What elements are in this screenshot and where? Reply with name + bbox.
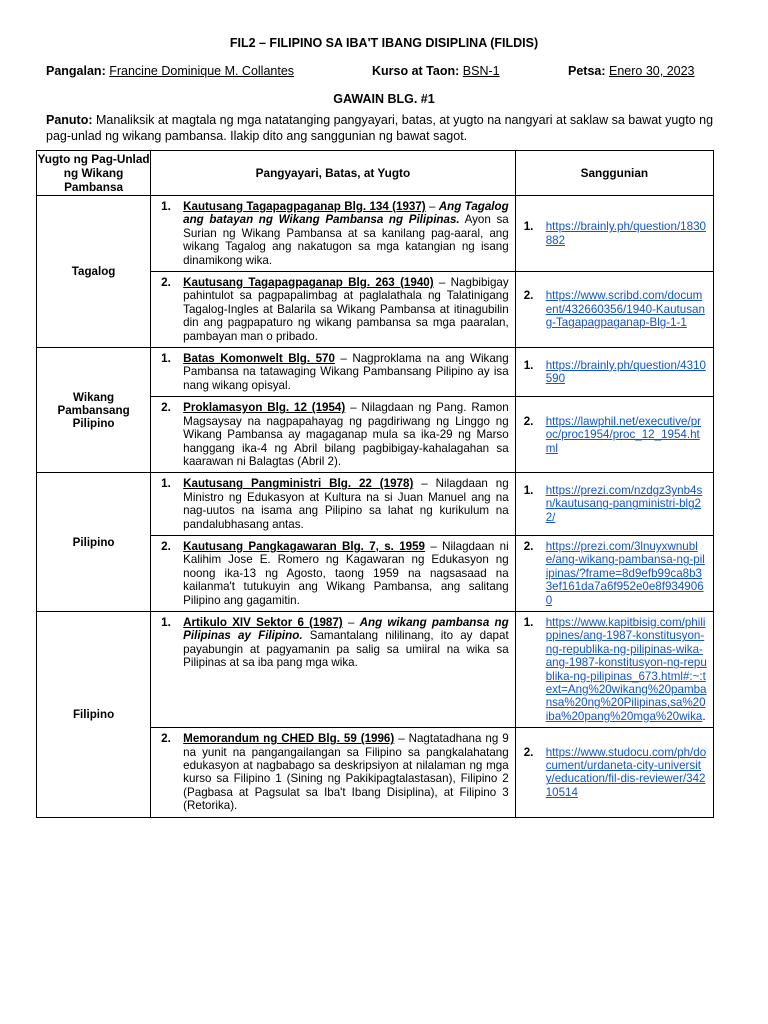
event-cell xyxy=(151,196,516,272)
source-number: 1. xyxy=(523,220,534,234)
language-development-table xyxy=(36,150,714,818)
course-value: BSN-1 xyxy=(462,64,500,78)
entry-number: 2. xyxy=(161,276,171,290)
source-entry xyxy=(516,216,713,251)
activity-title: GAWAIN BLG. #1 xyxy=(333,92,435,106)
source-entry xyxy=(516,536,713,611)
event-cell xyxy=(151,611,516,727)
law-description: Nilagdaan ng Pang. Ramon Magsaysay na nagpapahayag ng pagdiriwang ng Linggo ng Wikang Pambansa ay magaganap mula sa ika-29 ng Marso hanggang ika-4 ng Abril bilang pagbibigay-kahalagahan sa kaarawan ni Balagtas (Abril 2). xyxy=(183,401,509,468)
instructions-label: Panuto: xyxy=(46,113,93,127)
era-cell: Wikang Pambansang Pilipino xyxy=(37,348,151,473)
table-row xyxy=(37,611,714,727)
source-number: 1. xyxy=(523,484,534,498)
course-label: Kurso at Taon: xyxy=(372,64,460,78)
table-row xyxy=(37,196,714,272)
era-cell: Tagalog xyxy=(37,196,151,348)
source-number: 1. xyxy=(523,358,534,372)
source-link[interactable]: https://www.kapitbisig.com/philippines/ang-1987-konstitusyon-ng-republika-ng-pilipinas-wika-ang-1987-konstitusyon-ng-republika-ng-pilipinas_673.html#:~:text=Ang%20wikang%20pambansa%20ng%20Pilipinas,sa%20iba%20pang%20mga%20wika xyxy=(545,615,707,723)
entry-number: 2. xyxy=(161,401,171,415)
source-number: 2. xyxy=(523,745,534,759)
source-entry xyxy=(516,285,713,333)
source-entry xyxy=(516,355,713,390)
source-link[interactable]: https://prezi.com/3lnuyxwnuble/ang-wikang-pambansa-ng-pilipinas/?frame=8d9efb99ca8b33ef161da7a6f952e0e8f9349060 xyxy=(545,539,705,607)
law-title: Kautusang Pangministri Blg. 22 (1978) xyxy=(183,477,414,491)
law-title: Memorandum ng CHED Blg. 59 (1996) xyxy=(183,732,395,746)
header-events: Pangyayari, Batas, at Yugto xyxy=(151,151,516,196)
event-cell xyxy=(151,473,516,536)
entry-text: Kautusang Pangkagawaran Blg. 7, s. 1959 – Nilagdaan ni Kalihim Jose E. Romero ng Kagawaran ng Edukasyon ng noong ika-13 ng Agosto, taong 1959 na nagsasaad na kailanma't tutukuyin ang Wikang Pambansa, ang salitang Pilipino ang gagamitin. xyxy=(183,539,509,607)
source-number: 2. xyxy=(523,539,534,553)
source-entry xyxy=(516,480,713,528)
instructions xyxy=(46,112,726,144)
entry-number: 1. xyxy=(161,615,171,629)
law-title: Kautusang Pangkagawaran Blg. 7, s. 1959 xyxy=(183,539,425,553)
table-header-row xyxy=(37,151,714,196)
era-cell: Filipino xyxy=(37,611,151,817)
law-emphasis: Ang Tagalog ang batayan ng Wikang Pambansa ng Pilipinas. xyxy=(183,200,509,227)
entry-number: 1. xyxy=(161,200,171,213)
law-title: Kautusang Tagapagpaganap Blg. 134 (1937) xyxy=(183,200,426,213)
event-entry xyxy=(151,196,515,271)
source-wrap xyxy=(546,616,707,723)
event-entry xyxy=(151,536,515,611)
table-row xyxy=(37,348,714,397)
source-cell xyxy=(515,348,713,397)
source-entry xyxy=(516,411,713,459)
law-description: Nilagdaan ni Kalihim Jose E. Romero ng Kagawaran ng Edukasyon ng noong ika-13 ng Agosto, taong 1959 na nagsasaad na kailanma't tutukuyin ang Wikang Pambansa, ang salitang Pilipino ang gagamitin. xyxy=(183,539,509,607)
law-description: Samantalang nililinang, ito ay dapat payabungin at pagyamanin pa salig sa umiiral na wika sa Pilipinas at sa iba pang mga wika. xyxy=(183,629,509,670)
entry-number: 2. xyxy=(161,732,171,746)
source-cell xyxy=(515,473,713,536)
event-cell xyxy=(151,535,516,611)
source-wrap xyxy=(546,415,707,455)
event-cell xyxy=(151,728,516,817)
source-cell xyxy=(515,611,713,727)
law-description: Nagtatadhana ng 9 na yunit na pangangailangan sa Filipino sa pangkalahatang edukasyon at nagbabago sa deskripsiyon at nilalaman ng mga kurso sa Filipino 1 (Sining ng Pakikipagtalastasan), Filipino 2 (Pagbasa at Pagsulat sa Iba't Ibang Disiplina), at Filipino 3 (Retorika). xyxy=(183,732,509,813)
entry-number: 2. xyxy=(161,539,171,553)
law-description: Ayon sa Surian ng Wikang Pambansa at sa kanilang pag-aaral, ang wikang Tagalog ang nakatugon sa mga katangian ng isang dinamikong wika. xyxy=(183,213,509,267)
date-label: Petsa: xyxy=(568,64,606,78)
source-link[interactable]: https://brainly.ph/question/1830882 xyxy=(545,220,706,247)
source-wrap xyxy=(546,484,707,524)
event-cell xyxy=(151,397,516,473)
event-entry xyxy=(151,397,515,472)
entry-text: Kautusang Tagapagpaganap Blg. 134 (1937) – Ang Tagalog ang batayan ng Wikang Pambansa ng Pilipinas. Ayon sa Surian ng Wikang Pambansa at sa kanilang pag-aaral, ang wikang Tagalog ang nakatugon sa mga katangian ng isang dinamikong wika. xyxy=(183,200,509,267)
entry-text: Memorandum ng CHED Blg. 59 (1996) – Nagtatadhana ng 9 na yunit na pangangailangan sa Filipino sa pangkalahatang edukasyon at nagbabago sa deskripsiyon at nilalaman ng mga kurso sa Filipino 1 (Sining ng Pakikipagtalastasan), Filipino 2 (Pagbasa at Pagsulat sa Iba't Ibang Disiplina), at Filipino 3 (Retorika). xyxy=(183,732,509,813)
entry-text: Kautusang Pangministri Blg. 22 (1978) – Nilagdaan ng Ministro ng Edukasyon at Kultura na si Juan Manuel ang na nag-uutos na isama ang Pilipino sa lahat ng kurikulum na pandalubhasang antas. xyxy=(183,477,509,531)
source-link[interactable]: https://brainly.ph/question/4310590 xyxy=(545,358,706,386)
source-cell xyxy=(515,196,713,272)
law-title: Proklamasyon Blg. 12 (1954) xyxy=(183,401,346,415)
source-link[interactable]: https://www.studocu.com/ph/document/urdaneta-city-university/education/fil-dis-reviewer/34210514 xyxy=(545,745,707,799)
date-group xyxy=(568,64,695,78)
source-number: 2. xyxy=(523,289,534,303)
event-entry xyxy=(151,272,515,347)
event-entry xyxy=(151,473,515,535)
entry-text: Proklamasyon Blg. 12 (1954) – Nilagdaan ng Pang. Ramon Magsaysay na nagpapahayag ng pagdiriwang ng Linggo ng Wikang Pambansa ay magaganap mula sa ika-29 ng Marso hanggang ika-4 ng Abril bilang pagbibigay-kahalagahan sa kaarawan ni Balagtas (Abril 2). xyxy=(183,401,509,468)
document-title: FIL2 – FILIPINO SA IBA'T IBANG DISIPLINA (FILDIS) xyxy=(229,36,539,50)
event-cell xyxy=(151,348,516,397)
source-link[interactable]: https://prezi.com/nzdgz3ynb4sn/kautusang-pangministri-blg22/ xyxy=(545,484,703,524)
source-cell xyxy=(515,272,713,348)
course-group xyxy=(372,64,500,78)
source-wrap xyxy=(546,359,707,386)
source-wrap xyxy=(546,220,707,247)
law-description: Nagbibigay pahintulot sa pagpapalimbag at paglalathala ng Talatinigang Tagalog-Ingles at Balarila sa Wikang Pambansa at itinagubilin din ang pagpapaturo ng wikang pambansa sa mga paaralan, pambayan man o pribado. xyxy=(183,276,509,343)
entry-number: 1. xyxy=(161,477,171,491)
header-sources: Sanggunian xyxy=(515,151,713,196)
header-era: Yugto ng Pag-Unlad ng Wikang Pambansa xyxy=(37,152,150,194)
entry-text: Batas Komonwelt Blg. 570 – Nagproklama na ang Wikang Pambansa na tatawaging Wikang Pambansang Pilipino ay isa nang wikang opisyal. xyxy=(183,352,509,392)
source-cell xyxy=(515,535,713,611)
event-entry xyxy=(151,612,515,674)
entry-number: 1. xyxy=(161,352,171,366)
source-entry xyxy=(516,612,713,727)
law-description: Nagproklama na ang Wikang Pambansa na tatawaging Wikang Pambansang Pilipino ay isa nang wikang opisyal. xyxy=(183,352,509,392)
table-row xyxy=(37,473,714,536)
law-title: Batas Komonwelt Blg. 570 xyxy=(183,352,335,366)
event-cell xyxy=(151,272,516,348)
law-description: Nilagdaan ng Ministro ng Edukasyon at Kultura na si Juan Manuel ang na nag-uutos na isama ang Pilipino sa lahat ng kurikulum na pandalubhasang antas. xyxy=(183,477,509,531)
source-link[interactable]: https://www.scribd.com/document/432660356/1940-Kautusang-Tagapagpaganap-Blg-1-1 xyxy=(545,289,705,330)
name-group xyxy=(46,64,294,78)
source-number: 2. xyxy=(523,414,534,428)
instructions-text: Manaliksik at magtala ng mga natatanging pangyayari, batas, at yugto na nangyari at saklaw sa bawat yugto ng pag-unlad ng wikang pambansa. Ilakip dito ang sanggunian ng bawat sagot. xyxy=(46,113,714,143)
source-wrap xyxy=(546,289,707,329)
source-link[interactable]: https://lawphil.net/executive/proc/proc1954/proc_12_1954.html xyxy=(545,414,701,455)
source-wrap xyxy=(546,746,707,800)
source-cell xyxy=(515,728,713,817)
source-wrap xyxy=(546,540,707,607)
law-title: Kautusang Tagapagpaganap Blg. 263 (1940) xyxy=(183,276,434,290)
date-value: Enero 30, 2023 xyxy=(609,64,695,78)
name-label: Pangalan: xyxy=(46,64,106,78)
event-entry xyxy=(151,348,515,396)
source-cell xyxy=(515,397,713,473)
event-entry xyxy=(151,728,515,816)
law-title: Artikulo XIV Sektor 6 (1987) xyxy=(183,615,343,629)
source-number: 1. xyxy=(523,615,534,629)
law-emphasis: Ang wikang pambansa ng Pilipinas ay Filipino. xyxy=(183,615,509,643)
source-entry xyxy=(516,742,713,804)
era-cell: Pilipino xyxy=(37,473,151,612)
name-value: Francine Dominique M. Collantes xyxy=(109,64,295,78)
source-suffix: . xyxy=(702,709,706,723)
entry-text: Kautusang Tagapagpaganap Blg. 263 (1940) – Nagbibigay pahintulot sa pagpapalimbag at paglalathala ng Talatinigang Tagalog-Ingles at Balarila sa Wikang Pambansa at itinagubilin din ang pagpapaturo ng wikang pambansa sa mga paaralan, pambayan man o pribado. xyxy=(183,276,509,343)
entry-text: Artikulo XIV Sektor 6 (1987) – Ang wikang pambansa ng Pilipinas ay Filipino. Samantalang nililinang, ito ay dapat payabungin at pagyamanin pa salig sa umiiral na wika sa Pilipinas at sa iba pang mga wika. xyxy=(183,615,509,670)
